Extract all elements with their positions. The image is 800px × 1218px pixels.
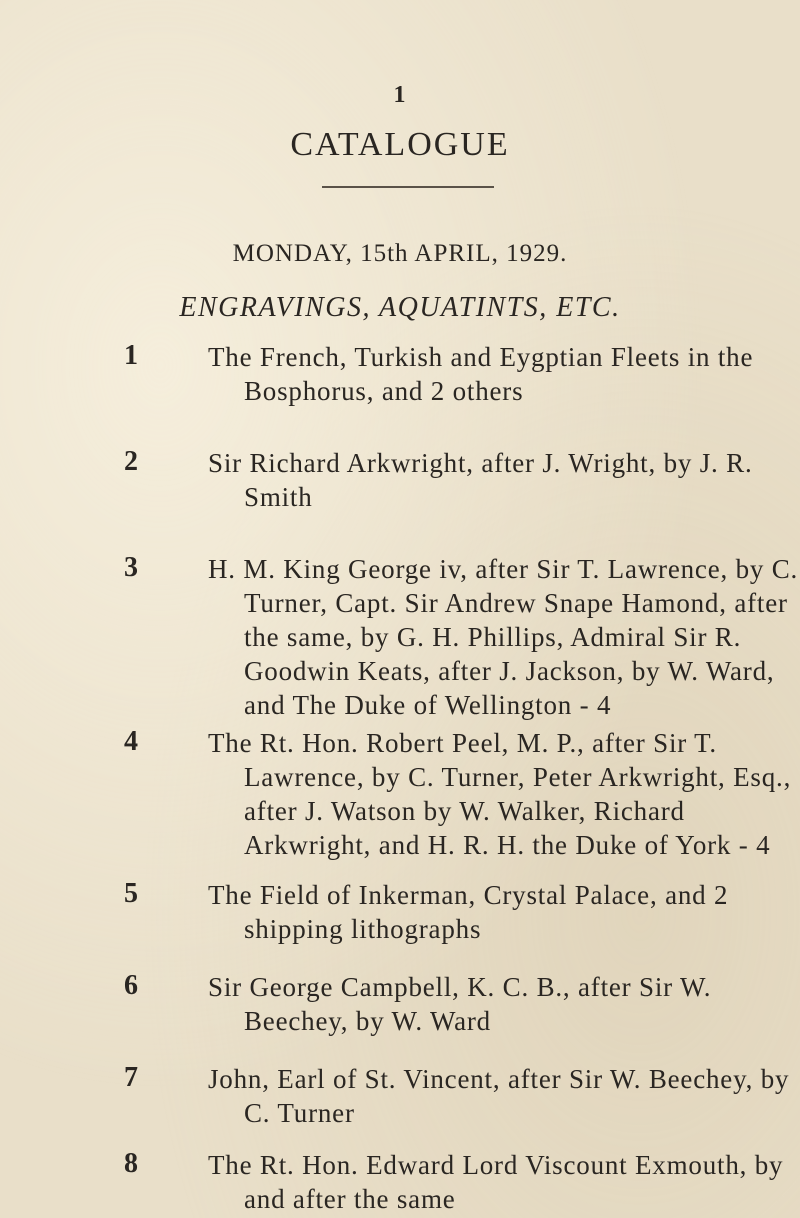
lot-number: 2 [124,446,138,477]
lot-number: 8 [124,1148,138,1179]
lot-description: Sir George Campbell, K. C. B., after Sir W. Beechey, by W. Ward [208,972,712,1036]
lot-description: H. M. King George iv, after Sir T. Lawrence, by C. Turner, Capt. Sir Andrew Snape Hamond, after the same, by G. H. Phillips, Admiral Sir R. Goodwin Keats, after J. Jackson, by W. Ward, and The Duke of Wellington - 4 [208,554,799,720]
lot-description: The Rt. Hon. Edward Lord Viscount Exmouth, by and after the same [208,1150,784,1214]
lot-number: 3 [124,552,138,583]
lot-description: Sir Richard Arkwright, after J. Wright, by J. R. Smith [208,448,753,512]
lot-description: The French, Turkish and Eygptian Fleets in the Bosphorus, and 2 others [208,342,754,406]
lot-description: The Rt. Hon. Robert Peel, M. P., after Sir T. Lawrence, by C. Turner, Peter Arkwright, Esq., after J. Watson by W. Walker, Richard Arkwright, and H. R. H. the Duke of York - 4 [208,728,792,860]
page-number: 1 [393,82,407,108]
lot-number: 1 [124,340,138,371]
sale-date: MONDAY, 15th APRIL, 1929. [232,240,568,267]
lot-number: 7 [124,1062,138,1093]
lot-description: John, Earl of St. Vincent, after Sir W. Beechey, by C. Turner [208,1064,790,1128]
section-heading: ENGRAVINGS, AQUATINTS, ETC. [179,292,621,323]
catalogue-title: CATALOGUE [290,126,510,163]
lot-number: 6 [124,970,138,1001]
lot-number: 4 [124,726,138,757]
lot-number: 5 [124,878,138,909]
title-rule [322,186,494,188]
lot-description: The Field of Inkerman, Crystal Palace, and 2 shipping lithographs [208,880,729,944]
